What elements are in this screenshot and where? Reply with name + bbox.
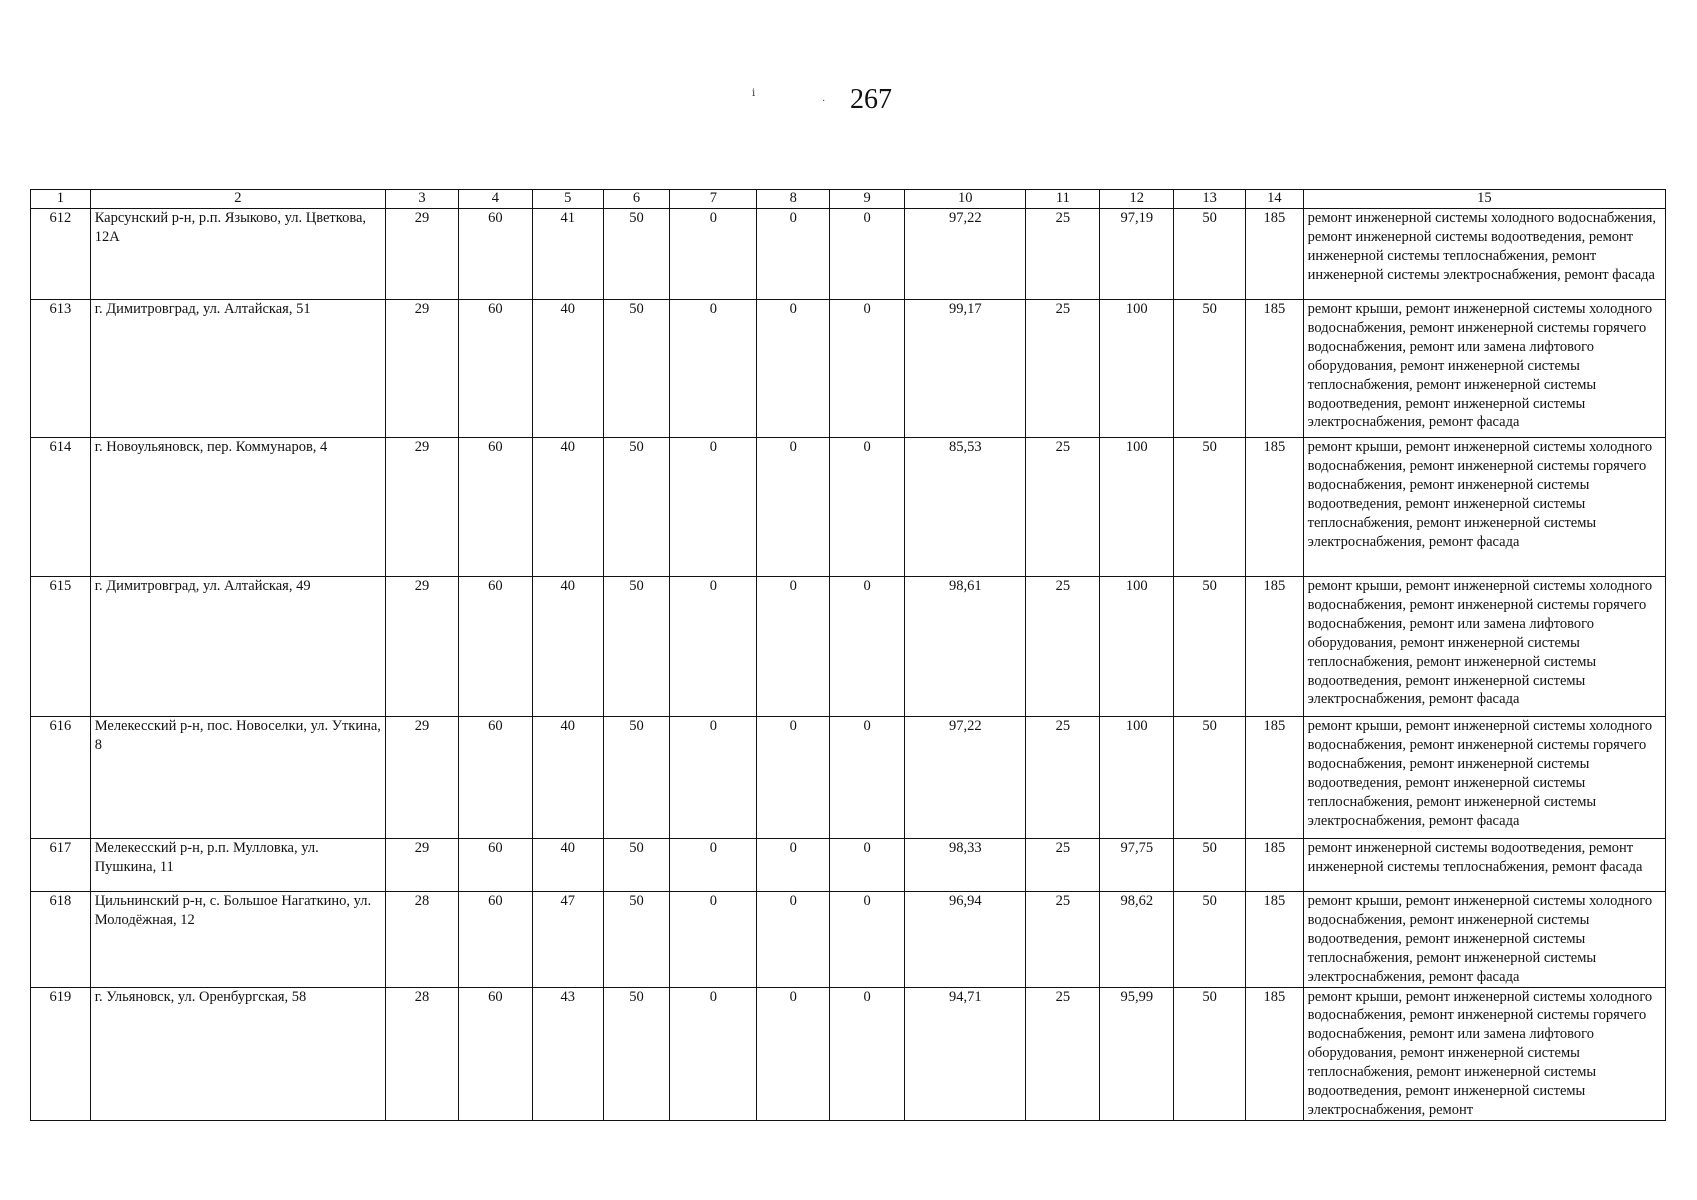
value-cell-c12: 97,75 [1100, 839, 1174, 892]
value-cell-c14: 185 [1246, 839, 1304, 892]
row-number-cell: 618 [31, 892, 91, 988]
value-cell-c5: 40 [532, 577, 603, 717]
value-cell-c14: 185 [1246, 987, 1304, 1120]
value-cell-c13: 50 [1174, 892, 1246, 988]
value-cell-c9: 0 [830, 209, 905, 300]
row-number-cell: 619 [31, 987, 91, 1120]
works-cell: ремонт крыши, ремонт инженерной системы холодного водоснабжения, ремонт инженерной системы горячего водоснабжения, ремонт или замена лифтового оборудования, ремонт инженерной системы теплоснабжения, ремонт инженерной системы водоотведения, ремонт инженерной системы электроснабжения, ремонт фасада [1303, 300, 1665, 438]
value-cell-c3: 28 [386, 987, 459, 1120]
value-cell-c7: 0 [670, 300, 757, 438]
works-cell: ремонт инженерной системы холодного водоснабжения, ремонт инженерной системы водоотведения, ремонт инженерной системы теплоснабжения, ремонт инженерной системы электроснабжения, ремонт фасада [1303, 209, 1665, 300]
value-cell-c6: 50 [603, 209, 670, 300]
column-header-7: 7 [670, 190, 757, 209]
row-number-cell: 617 [31, 839, 91, 892]
address-cell: г. Димитровград, ул. Алтайская, 49 [90, 577, 385, 717]
column-header-13: 13 [1174, 190, 1246, 209]
value-cell-c4: 60 [458, 839, 532, 892]
value-cell-c5: 47 [532, 892, 603, 988]
value-cell-c11: 25 [1026, 892, 1100, 988]
column-header-15: 15 [1303, 190, 1665, 209]
value-cell-c6: 50 [603, 892, 670, 988]
value-cell-c3: 28 [386, 892, 459, 988]
value-cell-c11: 25 [1026, 987, 1100, 1120]
value-cell-c8: 0 [757, 300, 830, 438]
column-header-1: 1 [31, 190, 91, 209]
value-cell-c7: 0 [670, 839, 757, 892]
value-cell-c8: 0 [757, 438, 830, 577]
value-cell-c13: 50 [1174, 577, 1246, 717]
page-number: 267 [850, 84, 892, 115]
row-number-cell: 614 [31, 438, 91, 577]
value-cell-c6: 50 [603, 839, 670, 892]
value-cell-c3: 29 [386, 300, 459, 438]
value-cell-c10: 97,22 [905, 717, 1026, 839]
value-cell-c3: 29 [386, 717, 459, 839]
value-cell-c4: 60 [458, 717, 532, 839]
value-cell-c3: 29 [386, 839, 459, 892]
value-cell-c6: 50 [603, 987, 670, 1120]
table-body [31, 209, 1666, 1121]
value-cell-c11: 25 [1026, 717, 1100, 839]
column-header-5: 5 [532, 190, 603, 209]
works-cell: ремонт инженерной системы водоотведения, ремонт инженерной системы теплоснабжения, ремонт фасада [1303, 839, 1665, 892]
value-cell-c8: 0 [757, 577, 830, 717]
value-cell-c14: 185 [1246, 209, 1304, 300]
row-number-cell: 616 [31, 717, 91, 839]
value-cell-c12: 100 [1100, 438, 1174, 577]
works-cell: ремонт крыши, ремонт инженерной системы холодного водоснабжения, ремонт инженерной системы горячего водоснабжения, ремонт инженерной системы водоотведения, ремонт инженерной системы теплоснабжения, ремонт инженерной системы электроснабжения, ремонт фасада [1303, 438, 1665, 577]
column-header-3: 3 [386, 190, 459, 209]
table-row [31, 438, 1666, 577]
column-number-row [31, 190, 1666, 209]
value-cell-c5: 40 [532, 300, 603, 438]
address-cell: Мелекесский р-н, р.п. Мулловка, ул. Пушкина, 11 [90, 839, 385, 892]
column-header-11: 11 [1026, 190, 1100, 209]
value-cell-c11: 25 [1026, 209, 1100, 300]
value-cell-c5: 41 [532, 209, 603, 300]
column-header-4: 4 [458, 190, 532, 209]
value-cell-c4: 60 [458, 892, 532, 988]
column-header-12: 12 [1100, 190, 1174, 209]
value-cell-c7: 0 [670, 577, 757, 717]
value-cell-c6: 50 [603, 717, 670, 839]
value-cell-c4: 60 [458, 209, 532, 300]
value-cell-c10: 85,53 [905, 438, 1026, 577]
value-cell-c7: 0 [670, 717, 757, 839]
value-cell-c13: 50 [1174, 987, 1246, 1120]
value-cell-c13: 50 [1174, 209, 1246, 300]
address-cell: Мелекесский р-н, пос. Новоселки, ул. Уткина, 8 [90, 717, 385, 839]
column-header-8: 8 [757, 190, 830, 209]
value-cell-c13: 50 [1174, 300, 1246, 438]
table-row [31, 300, 1666, 438]
value-cell-c8: 0 [757, 892, 830, 988]
value-cell-c9: 0 [830, 300, 905, 438]
value-cell-c14: 185 [1246, 577, 1304, 717]
repair-program-table [30, 189, 1666, 1121]
value-cell-c6: 50 [603, 577, 670, 717]
table-row [31, 892, 1666, 988]
value-cell-c12: 98,62 [1100, 892, 1174, 988]
table-row [31, 577, 1666, 717]
value-cell-c14: 185 [1246, 717, 1304, 839]
value-cell-c10: 96,94 [905, 892, 1026, 988]
address-cell: г. Димитровград, ул. Алтайская, 51 [90, 300, 385, 438]
value-cell-c13: 50 [1174, 717, 1246, 839]
value-cell-c10: 94,71 [905, 987, 1026, 1120]
value-cell-c4: 60 [458, 438, 532, 577]
value-cell-c6: 50 [603, 300, 670, 438]
address-cell: Цильнинский р-н, с. Большое Нагаткино, ул. Молодёжная, 12 [90, 892, 385, 988]
value-cell-c7: 0 [670, 892, 757, 988]
address-cell: г. Ульяновск, ул. Оренбургская, 58 [90, 987, 385, 1120]
value-cell-c9: 0 [830, 839, 905, 892]
column-header-9: 9 [830, 190, 905, 209]
value-cell-c6: 50 [603, 438, 670, 577]
value-cell-c11: 25 [1026, 300, 1100, 438]
value-cell-c11: 25 [1026, 577, 1100, 717]
value-cell-c12: 95,99 [1100, 987, 1174, 1120]
value-cell-c10: 98,33 [905, 839, 1026, 892]
value-cell-c3: 29 [386, 438, 459, 577]
value-cell-c7: 0 [670, 438, 757, 577]
column-header-14: 14 [1246, 190, 1304, 209]
value-cell-c7: 0 [670, 209, 757, 300]
works-cell: ремонт крыши, ремонт инженерной системы холодного водоснабжения, ремонт инженерной системы горячего водоснабжения, ремонт инженерной системы водоотведения, ремонт инженерной системы теплоснабжения, ремонт инженерной системы электроснабжения, ремонт фасада [1303, 717, 1665, 839]
works-cell: ремонт крыши, ремонт инженерной системы холодного водоснабжения, ремонт инженерной системы горячего водоснабжения, ремонт или замена лифтового оборудования, ремонт инженерной системы теплоснабжения, ремонт инженерной системы водоотведения, ремонт инженерной системы электроснабжения, ремонт фасада [1303, 577, 1665, 717]
value-cell-c4: 60 [458, 987, 532, 1120]
column-header-2: 2 [90, 190, 385, 209]
table-row [31, 839, 1666, 892]
value-cell-c8: 0 [757, 839, 830, 892]
value-cell-c14: 185 [1246, 892, 1304, 988]
value-cell-c4: 60 [458, 577, 532, 717]
value-cell-c13: 50 [1174, 438, 1246, 577]
value-cell-c13: 50 [1174, 839, 1246, 892]
value-cell-c12: 97,19 [1100, 209, 1174, 300]
value-cell-c11: 25 [1026, 839, 1100, 892]
scan-speck: · [822, 96, 826, 107]
works-cell: ремонт крыши, ремонт инженерной системы холодного водоснабжения, ремонт инженерной системы водоотведения, ремонт инженерной системы теплоснабжения, ремонт инженерной системы электроснабжения, ремонт фасада [1303, 892, 1665, 988]
row-number-cell: 612 [31, 209, 91, 300]
value-cell-c9: 0 [830, 438, 905, 577]
value-cell-c4: 60 [458, 300, 532, 438]
works-cell: ремонт крыши, ремонт инженерной системы холодного водоснабжения, ремонт инженерной системы горячего водоснабжения, ремонт или замена лифтового оборудования, ремонт инженерной системы теплоснабжения, ремонт инженерной системы водоотведения, ремонт инженерной системы электроснабжения, ремонт [1303, 987, 1665, 1120]
value-cell-c5: 43 [532, 987, 603, 1120]
row-number-cell: 613 [31, 300, 91, 438]
value-cell-c9: 0 [830, 987, 905, 1120]
table-row [31, 717, 1666, 839]
value-cell-c12: 100 [1100, 577, 1174, 717]
value-cell-c7: 0 [670, 987, 757, 1120]
value-cell-c5: 40 [532, 839, 603, 892]
value-cell-c3: 29 [386, 209, 459, 300]
value-cell-c8: 0 [757, 987, 830, 1120]
value-cell-c10: 98,61 [905, 577, 1026, 717]
value-cell-c12: 100 [1100, 717, 1174, 839]
scan-speck: ⅰ [752, 88, 756, 99]
table-row [31, 987, 1666, 1120]
value-cell-c9: 0 [830, 892, 905, 988]
value-cell-c10: 99,17 [905, 300, 1026, 438]
column-header-10: 10 [905, 190, 1026, 209]
value-cell-c14: 185 [1246, 438, 1304, 577]
value-cell-c10: 97,22 [905, 209, 1026, 300]
address-cell: Карсунский р-н, р.п. Языково, ул. Цветкова, 12А [90, 209, 385, 300]
value-cell-c9: 0 [830, 577, 905, 717]
value-cell-c8: 0 [757, 209, 830, 300]
value-cell-c12: 100 [1100, 300, 1174, 438]
column-header-6: 6 [603, 190, 670, 209]
value-cell-c14: 185 [1246, 300, 1304, 438]
value-cell-c11: 25 [1026, 438, 1100, 577]
row-number-cell: 615 [31, 577, 91, 717]
value-cell-c5: 40 [532, 717, 603, 839]
value-cell-c8: 0 [757, 717, 830, 839]
address-cell: г. Новоульяновск, пер. Коммунаров, 4 [90, 438, 385, 577]
value-cell-c3: 29 [386, 577, 459, 717]
value-cell-c5: 40 [532, 438, 603, 577]
table-row [31, 209, 1666, 300]
value-cell-c9: 0 [830, 717, 905, 839]
